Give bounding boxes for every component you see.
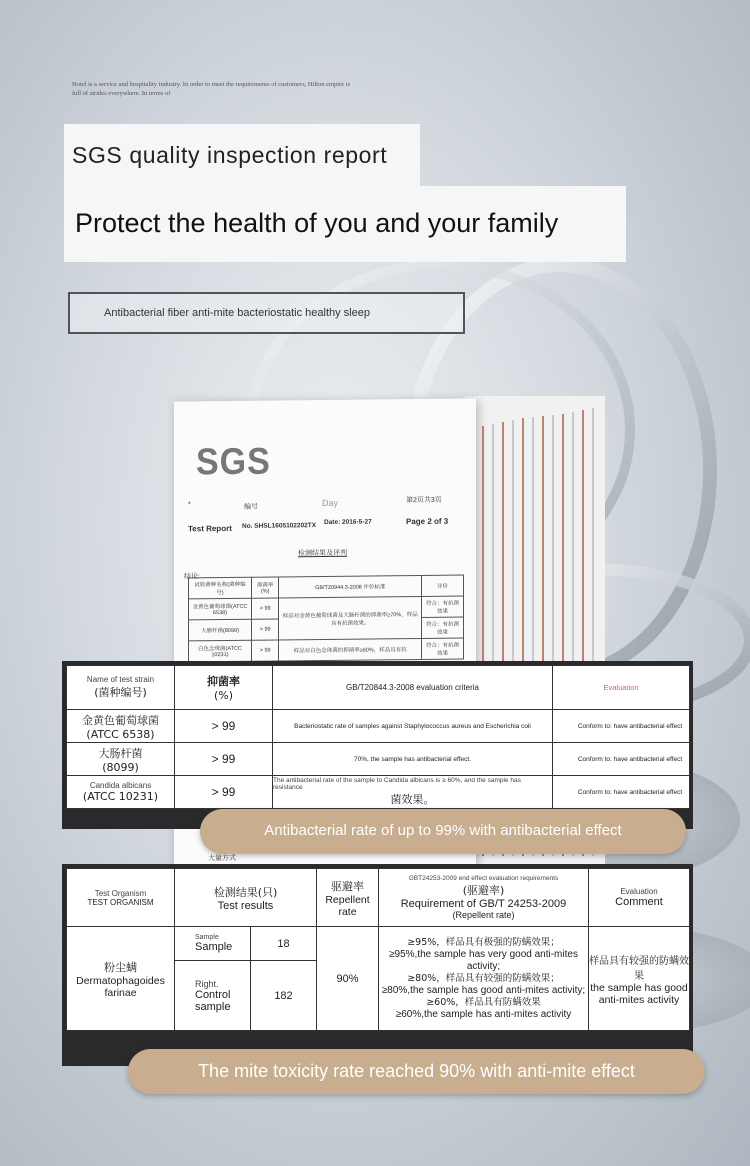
- sgs-logo: SGS: [196, 440, 271, 484]
- header-strain-en: Name of test strain: [86, 675, 155, 684]
- report-day-label: Day: [322, 497, 339, 509]
- report-section-title: 检测结果及评判: [298, 549, 347, 558]
- title-box: [64, 124, 420, 186]
- anti-mite-table-panel: [62, 864, 693, 1066]
- report-test-label: Test Report: [188, 523, 232, 534]
- report-mini-table: [188, 575, 464, 663]
- report-footer-text: 大量方式: [208, 854, 236, 863]
- tagline-box: [68, 292, 465, 334]
- table-row: 大肠杆菌(8099) > 99 符合：有抗菌效果: [189, 617, 464, 641]
- header-rate-zh: 抑菌率: [207, 675, 240, 688]
- anti-mite-table: [66, 868, 690, 1031]
- report-number: No. SHSL1605102202TX: [242, 522, 317, 530]
- report-conclusion: 结论:: [184, 573, 200, 581]
- report-number-label: 编号: [244, 503, 258, 511]
- anti-mite-badge: The mite toxicity rate reached 90% with anti-mite effect: [128, 1049, 705, 1094]
- table-row: 金黄色葡萄球菌 (ATCC 6538) > 99 Bacteriostatic rate of samples against Staphylococcus aureus and Escherichia coli Conform to: have antibacterial effect: [67, 710, 690, 743]
- page-title: SGS quality inspection report: [72, 142, 388, 168]
- antibacterial-badge: Antibacterial rate of up to 99% with antibacterial effect: [200, 809, 686, 854]
- table-row: Candida albicans (ATCC 10231) > 99 The antibacterial rate of the sample to Candida albicans is ≥ 60%, and the sample has resistance 菌效果。 Conform to: have antibacterial effect: [67, 776, 690, 809]
- report-star: *: [188, 501, 191, 509]
- table-header-row: [67, 666, 690, 710]
- table-header-row: Test Organism TEST ORGANISM 检测结果(只) Test results 驱避率 Repellent rate GBT24253-2009 end effect evaluation requirements (驱避率) Requirement of GB/T 24253-2009 (Repellent rate) Evaluation Comment: [67, 869, 690, 927]
- header-strain-zh: (菌种编号): [94, 686, 147, 699]
- report-page-zh: 第2页共3页: [406, 496, 442, 505]
- subtitle-box: [64, 186, 626, 262]
- table-row: Right. Control sample 182: [67, 961, 690, 1031]
- table-row: 金黄色葡萄球菌(ATCC 6538) > 99 样品对金黄色葡萄球菌及大肠杆菌的抑菌率≥70%，样品具有抗菌效果。 符合：有抗菌效果: [189, 596, 464, 620]
- table-row: 粉尘螨 Dermatophagoides farinae Sample Sample 18 90% ≥95%，样品具有极强的防螨效果； ≥95%,the sample has very good anti-mites activity; ≥80%，样品具有较强的防螨效果； ≥80%,the sample has good anti-mites activity; ≥60%，样品具有防螨效果 ≥60%,the sample has anti-mites activity 样品具有较强的防螨效果 the sample has good anti-mites activity: [67, 927, 690, 961]
- report-page-en: Page 2 of 3: [406, 516, 449, 527]
- header-evaluation: Evaluation: [603, 683, 639, 692]
- header-rate-unit: (%): [213, 689, 234, 702]
- tagline: Antibacterial fiber anti-mite bacteriostatic healthy sleep: [104, 307, 370, 319]
- table-row: 大肠杆菌 (8099) > 99 70%, the sample has antibacterial effect. Conform to: have antibacterial effect: [67, 743, 690, 776]
- intro-text: Hotel is a service and hospitality industry. In order to meet the requirements of customers, Hilton empire is full of strides everywhere. In terms of: [72, 81, 351, 97]
- header-criteria: GB/T20844.3-2008 evaluation criteria: [273, 666, 553, 710]
- page-subtitle: Protect the health of you and your family: [75, 208, 559, 238]
- table-row: 试验菌种名称(菌种编号) 抑菌率(%) GB/T20944.3-2008 评价标准 评价: [189, 575, 464, 599]
- antibacterial-table-panel: [62, 661, 693, 829]
- table-row: 白色念珠菌(ATCC 10231) > 99 样品对白色念珠菌的抑菌率≥60%，样品具有抗 符合：有抗菌效果: [189, 638, 464, 662]
- report-date: Date: 2016-5-27: [324, 518, 372, 527]
- antibacterial-table: [66, 665, 690, 809]
